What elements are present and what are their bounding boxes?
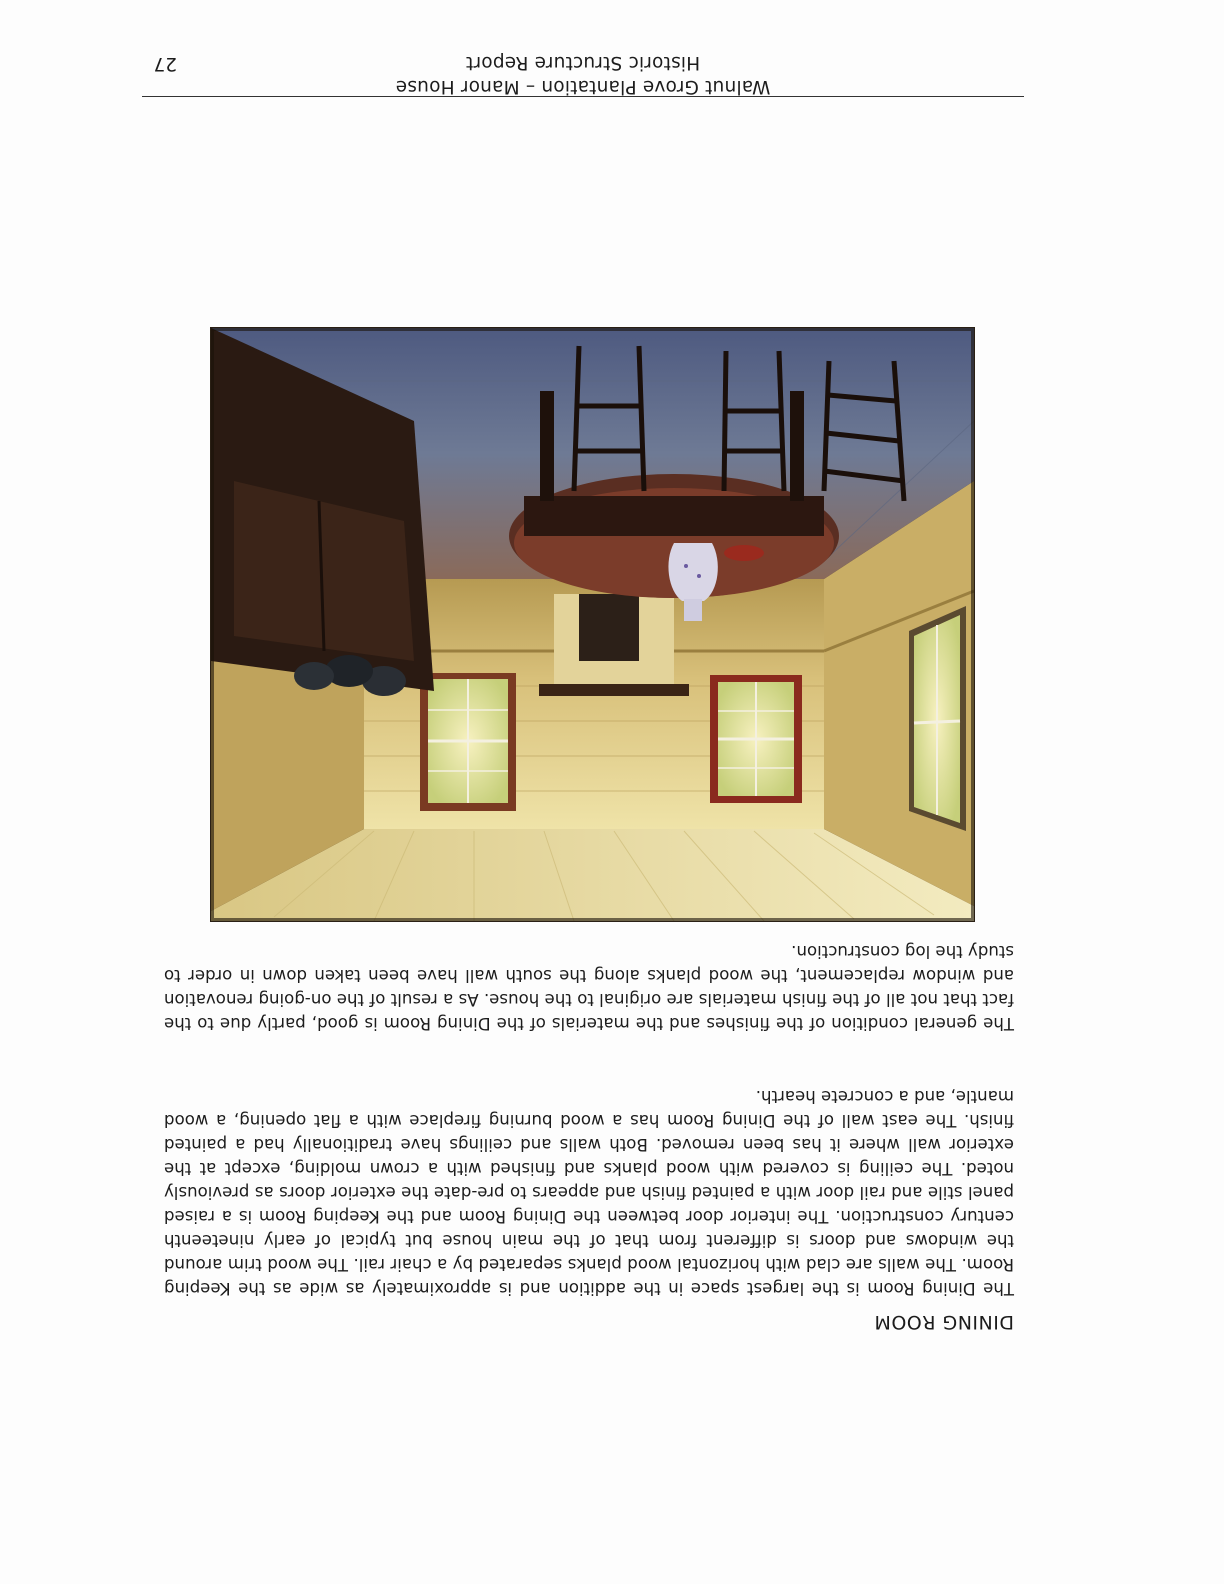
dining-room-photo bbox=[210, 327, 975, 922]
fireplace-mantle bbox=[539, 594, 689, 696]
window-right bbox=[420, 673, 516, 811]
header-subtitle: Historic Structure Report bbox=[465, 52, 701, 73]
section-heading: DINING ROOM bbox=[873, 1311, 1014, 1333]
centerpiece bbox=[724, 545, 764, 561]
header-divider bbox=[142, 96, 1024, 97]
paragraph-condition: The general condition of the finishes and the materials of the Dining Room is good, partly due to the fact that not all of the finish materials are original to the house. As a result of the on-going renovation and window replacement, the wood planks along the south wall have been taken down in order to study the log construction. bbox=[164, 942, 1014, 1033]
page-number: 27 bbox=[153, 53, 177, 74]
window-left bbox=[710, 675, 802, 803]
paragraph-description: The Dining Room is the largest space in the addition and is approximately as wide as the Keeping Room. The walls are clad with horizontal wood planks separated by a chair rail. The wood trim around the windows and doors is different from that of the main house but typical of early nineteenth century construction. The interior door between the Dining Room and the Keeping Room is a raised panel stile and rail door with a painted finish and appears to pre-date the exterior doors as previously noted. The ceiling is covered with wood planks and finished with a crown molding, except at the exterior wall where it has been removed. Both walls and ceilings have traditionally had a painted finish. The east wall of the Dining Room has a wood burning fireplace with a flat opening, a wood mantle, and a concrete hearth. bbox=[164, 1087, 1014, 1298]
page-header bbox=[142, 50, 1024, 98]
header-title: Walnut Grove Plantation – Manor House bbox=[395, 76, 771, 97]
window-side bbox=[909, 606, 966, 831]
